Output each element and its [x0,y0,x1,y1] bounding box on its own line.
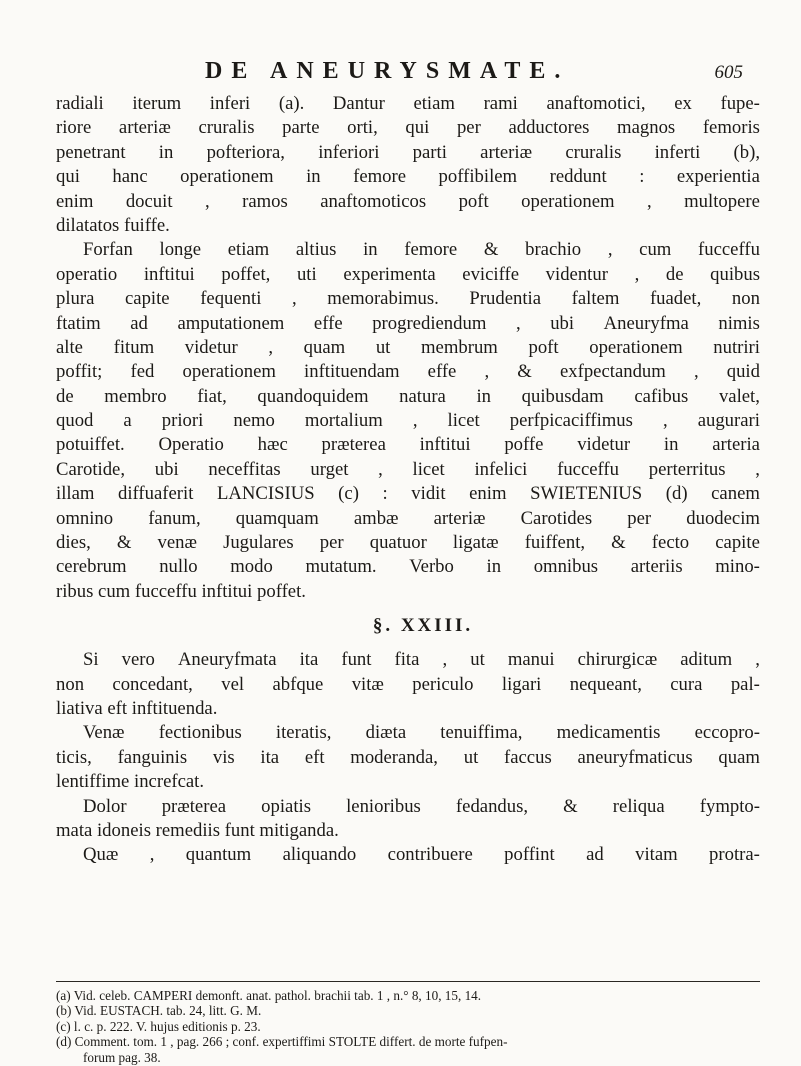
text-line: Forfan longe etiam altius in femore & brachio , cum fucceffu [83,239,760,261]
running-head-title: DE ANEURYSMATE. [205,58,570,84]
paragraph-3 [56,648,760,721]
text-line: omnino fanum, quamquam ambæ arteriæ Carotides per duodecim [56,507,760,529]
text-line: ftatim ad amputationem effe progrediendum , ubi Aneuryfma nimis [56,312,760,334]
page-number: 605 [714,62,743,83]
text-line: liativa eft inftituenda. [56,697,218,719]
text-line: penetrant in pofteriora, inferiori parti arteriæ cruralis inferti (b), [56,141,760,163]
footnote-a: (a) Vid. celeb. CAMPERI demonft. anat. pathol. brachii tab. 1 , n.° 8, 10, 15, 14. [56,988,482,1003]
text-line: plura capite fequenti , memorabimus. Prudentia faltem fuadet, non [56,288,760,310]
running-head [0,58,801,88]
paragraph-5 [56,795,760,844]
footnote-d-continuation: forum pag. 38. [83,1049,161,1065]
paragraph-6 [56,843,760,867]
paragraph-2 [56,238,760,604]
text-line: enim docuit , ramos anaftomoticos poft operationem , multopere [56,190,760,212]
paragraph-1 [56,92,760,238]
footnote-c: (c) l. c. p. 222. V. hujus editionis p. 23. [56,1018,261,1034]
text-line: Si vero Aneuryfmata ita funt fita , ut manui chirurgicæ aditum , [83,649,760,671]
footnote-divider [56,981,760,982]
text-line: alte fitum videtur , quam ut membrum poft operationem nutriri [56,336,760,358]
text-line: Venæ fectionibus iteratis, diæta tenuiffima, medicamentis eccopro- [83,722,760,744]
text-line: Quæ , quantum aliquando contribuere poffint ad vitam protra- [83,844,760,866]
text-line: Dolor præterea opiatis lenioribus fedandus, & reliqua fympto- [83,795,760,817]
text-line: radiali iterum inferi (a). Dantur etiam rami anaftomotici, ex fupe- [56,93,760,114]
text-line: dilatatos fuiffe. [56,214,170,236]
text-line: de membro fiat, quandoquidem natura in quibusdam cafibus valet, [56,385,760,407]
text-line: qui hanc operationem in femore poffibilem reddunt : experientia [56,166,760,188]
text-line: Carotide, ubi neceffitas urget , licet infelici fucceffu perterritus , [56,458,760,480]
footnote-b: (b) Vid. EUSTACH. tab. 24, litt. G. M. [56,1003,262,1019]
text-line: illam diffuaferit LANCISIUS (c) : vidit enim SWIETENIUS (d) canem [56,483,760,505]
text-line: potuiffet. Operatio hæc præterea inftitui poffe videtur in arteria [56,434,760,456]
text-line: operatio inftitui poffet, uti experimenta eviciffe videntur , de quibus [56,263,760,285]
body-text [56,92,760,868]
text-line: cerebrum nullo modo mutatum. Verbo in omnibus arteriis mino- [56,556,760,578]
text-line: ticis, fanguinis vis ita eft moderanda, ut faccus aneuryfmaticus quam [56,746,760,768]
footnote-d: (d) Comment. tom. 1 , pag. 266 ; conf. expertiffimi STOLTE differt. de morte fufpen- [56,1034,508,1050]
section-heading: §. XXIII. [372,615,474,637]
text-line: dies, & venæ Jugulares per quatuor ligatæ fuiffent, & fecto capite [56,532,760,554]
paragraph-4 [56,721,760,794]
footnotes [56,988,760,1065]
text-line: quod a priori nemo mortalium , licet perfpicaciffimus , augurari [56,410,760,432]
text-line: mata idoneis remediis funt mitiganda. [56,819,339,841]
text-line: ribus cum fucceffu inftitui poffet. [56,580,306,602]
text-line: riore arteriæ cruralis parte orti, qui per adductores magnos femoris [56,117,760,139]
text-line: poffit; fed operationem inftituendam effe , & exfpectandum , quid [56,361,760,383]
text-line: lentiffime increfcat. [56,771,205,793]
text-line: non concedant, vel abfque vitæ periculo ligari nequeant, cura pal- [56,673,760,695]
